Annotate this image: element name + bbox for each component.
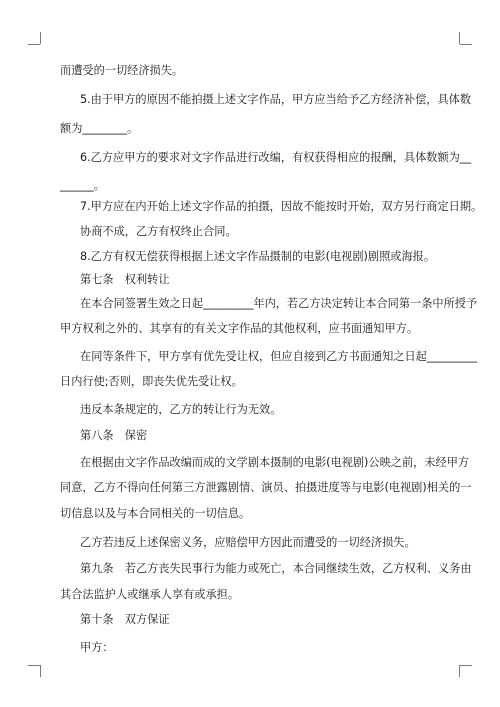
text-line: ______。	[60, 179, 105, 192]
crop-mark-top-left-vertical	[40, 32, 41, 44]
clause-5: 5.由于甲方的原因不能拍摄上述文字作品，甲方应当给予乙方经济补偿，具体数	[80, 93, 472, 106]
text-line: 违反本条规定的，乙方的转让行为无效。	[80, 403, 282, 416]
text-line: 同意，乙方不得向任何第三方泄露剧情、演员、拍摄进度等与电影(电视剧)相关的一	[60, 481, 472, 494]
article-9: 第九条 若乙方丧失民事行为能力或死亡，本合同继续生效，乙方权利、义务由	[80, 562, 472, 575]
text-line: 甲方权利之外的、其享有的有关文字作品的其他权利，应书面通知甲方。	[60, 322, 419, 335]
crop-mark-bottom-right-horizontal	[460, 665, 472, 666]
article-8-heading: 第八条 保密	[80, 429, 148, 442]
crop-mark-top-right-horizontal	[460, 44, 472, 45]
crop-mark-top-left-horizontal	[28, 44, 40, 45]
text-line: 而遭受的一切经济损失。	[60, 64, 184, 77]
text-line: 在根据由文字作品改编而成的文学剧本摄制的电影(电视剧)公映之前，未经甲方	[80, 456, 470, 469]
article-10-heading: 第十条 双方保证	[80, 613, 170, 626]
text-line: 其合法监护人或继承人享有或承担。	[60, 588, 240, 601]
clause-8: 8.乙方有权无偿获得根据上述文字作品摄制的电影(电视剧)剧照或海报。	[80, 250, 436, 263]
text-line: 在本合同签署生效之日起_________年内，若乙方决定转让本合同第一条中所授予	[80, 297, 478, 310]
crop-mark-top-right-vertical	[459, 32, 460, 44]
article-7-heading: 第七条 权利转让	[80, 273, 170, 286]
text-line: 日内行使;否则，即丧失优先受让权。	[60, 375, 243, 388]
clause-7: 7.甲方应在内开始上述文字作品的拍摄，因故不能按时开始，双方另行商定日期。	[80, 200, 483, 213]
text-line: 协商不成，乙方有权终止合同。	[80, 225, 237, 238]
text-line: 额为________。	[60, 122, 139, 135]
party-a-label: 甲方：	[80, 641, 114, 654]
text-line: 乙方若违反上述保密义务，应赔偿甲方因此而遭受的一切经济损失。	[80, 536, 416, 549]
text-line: 切信息以及与本合同相关的一切信息。	[60, 507, 251, 520]
crop-mark-bottom-left-vertical	[40, 665, 41, 677]
text-line: 在同等条件下，甲方享有优先受让权，但应自接到乙方书面通知之日起_________	[80, 350, 478, 363]
crop-mark-bottom-left-horizontal	[28, 665, 40, 666]
crop-mark-bottom-right-vertical	[459, 665, 460, 677]
clause-6: 6.乙方应甲方的要求对文字作品进行改编，有权获得相应的报酬，具体数额为__	[80, 151, 472, 164]
